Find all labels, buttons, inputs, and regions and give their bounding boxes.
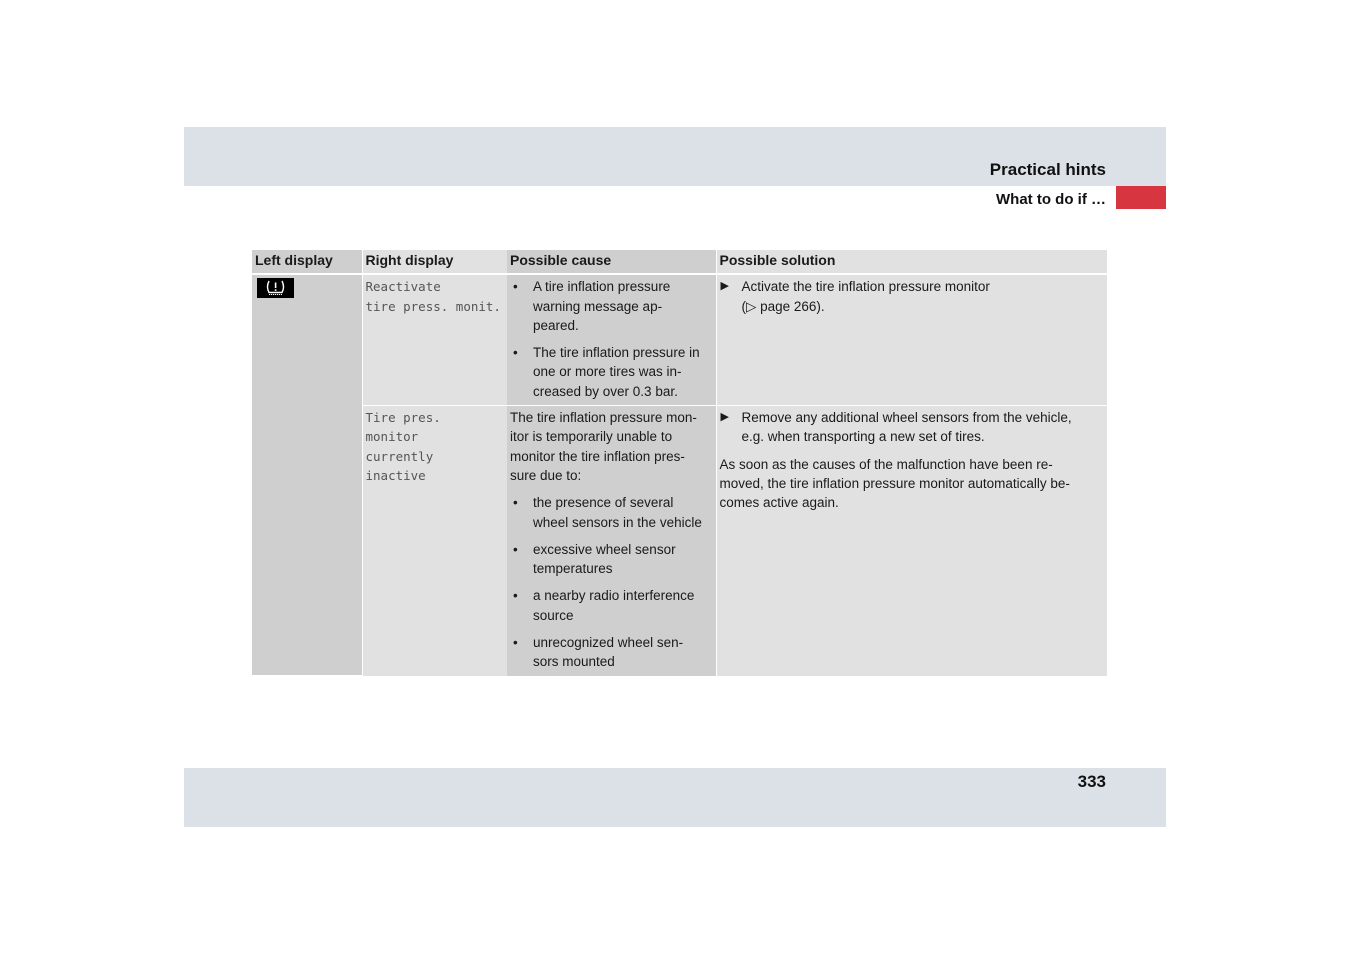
footer-band (184, 768, 1166, 827)
step-arrow-icon: ▶ (720, 411, 729, 424)
solution-step (720, 408, 1105, 447)
cause-list-item (510, 277, 713, 335)
cause-text-line: The tire inflation pressure mon- (510, 410, 697, 426)
cause-text-line: sure due to: (510, 467, 582, 483)
cause-text-line: sors mounted (533, 654, 615, 670)
cause-intro (510, 408, 713, 485)
cause-text-line: unrecognized wheel sen- (533, 635, 684, 651)
bullet-icon: • (513, 279, 518, 295)
possible-solution-cell (716, 406, 1107, 676)
solution-text-line: Remove any additional wheel sensors from the vehicle, (741, 410, 1072, 426)
page-number: 333 (1077, 772, 1106, 791)
left-display-cell (252, 274, 362, 675)
cause-text-line: warning message ap- (533, 298, 663, 314)
bullet-icon: • (513, 588, 518, 604)
display-text-line: Tire pres. (365, 410, 441, 426)
page-reference-link[interactable]: (▷ page 266). (741, 298, 825, 314)
display-text-line: tire press. monit. (365, 298, 501, 314)
possible-solution-cell (716, 274, 1107, 405)
tire-pressure-warning-icon (257, 278, 294, 298)
bullet-icon: • (513, 635, 518, 651)
solution-text-line: comes active again. (719, 495, 839, 511)
column-header-possible-cause: Possible cause (507, 250, 716, 274)
display-text-line: Reactivate (365, 279, 441, 295)
display-text-line: currently (365, 448, 434, 464)
solution-step (720, 277, 1105, 316)
cause-text-line: creased by over 0.3 bar. (533, 383, 678, 399)
cause-text-line: a nearby radio interference (533, 588, 695, 604)
bullet-icon: • (513, 345, 518, 361)
display-text-line: inactive (365, 467, 426, 483)
cause-list-item (510, 586, 713, 625)
display-text-line: monitor (365, 429, 419, 445)
cause-text-line: peared. (533, 317, 579, 333)
cause-list-item (510, 343, 713, 401)
cause-text-line: A tire inflation pressure (533, 279, 671, 295)
cause-list-item (510, 633, 713, 672)
column-header-possible-solution: Possible solution (716, 250, 1107, 274)
table-row (252, 274, 1107, 405)
cause-text-line: source (533, 607, 574, 623)
cause-text-line: excessive wheel sensor (533, 541, 676, 557)
step-arrow-icon: ▶ (720, 280, 729, 293)
subsection-title: What to do if … (996, 191, 1106, 208)
bullet-icon: • (513, 541, 518, 557)
possible-cause-cell (507, 406, 716, 676)
troubleshooting-table (252, 250, 1107, 676)
cause-list-item (510, 540, 713, 579)
chapter-tab-marker (1116, 186, 1166, 209)
solution-note (720, 455, 1105, 513)
column-header-right-display: Right display (362, 250, 507, 274)
right-display-message (362, 406, 507, 676)
table-row (252, 406, 1107, 676)
solution-text-line: Activate the tire inflation pressure monitor (741, 279, 990, 295)
bullet-icon: • (513, 495, 518, 511)
cause-text-line: itor is temporarily unable to (510, 429, 673, 445)
possible-cause-cell (507, 274, 716, 405)
solution-text-line: moved, the tire inflation pressure monitor automatically be- (719, 475, 1070, 491)
cause-list-item (510, 493, 713, 532)
cause-text-line: The tire inflation pressure in (533, 345, 700, 361)
cause-text-line: the presence of several (533, 495, 674, 511)
table-header-row (252, 250, 1107, 274)
right-display-message (362, 274, 507, 405)
cause-text-line: temperatures (533, 561, 613, 577)
cause-text-line: one or more tires was in- (533, 364, 682, 380)
solution-text-line: e.g. when transporting a new set of tires. (741, 429, 985, 445)
solution-text-line: As soon as the causes of the malfunction have been re- (719, 456, 1053, 472)
section-title: Practical hints (989, 160, 1106, 179)
cause-text-line: monitor the tire inflation pres- (510, 448, 685, 464)
column-header-left-display: Left display (252, 250, 362, 274)
cause-text-line: wheel sensors in the vehicle (533, 514, 702, 530)
